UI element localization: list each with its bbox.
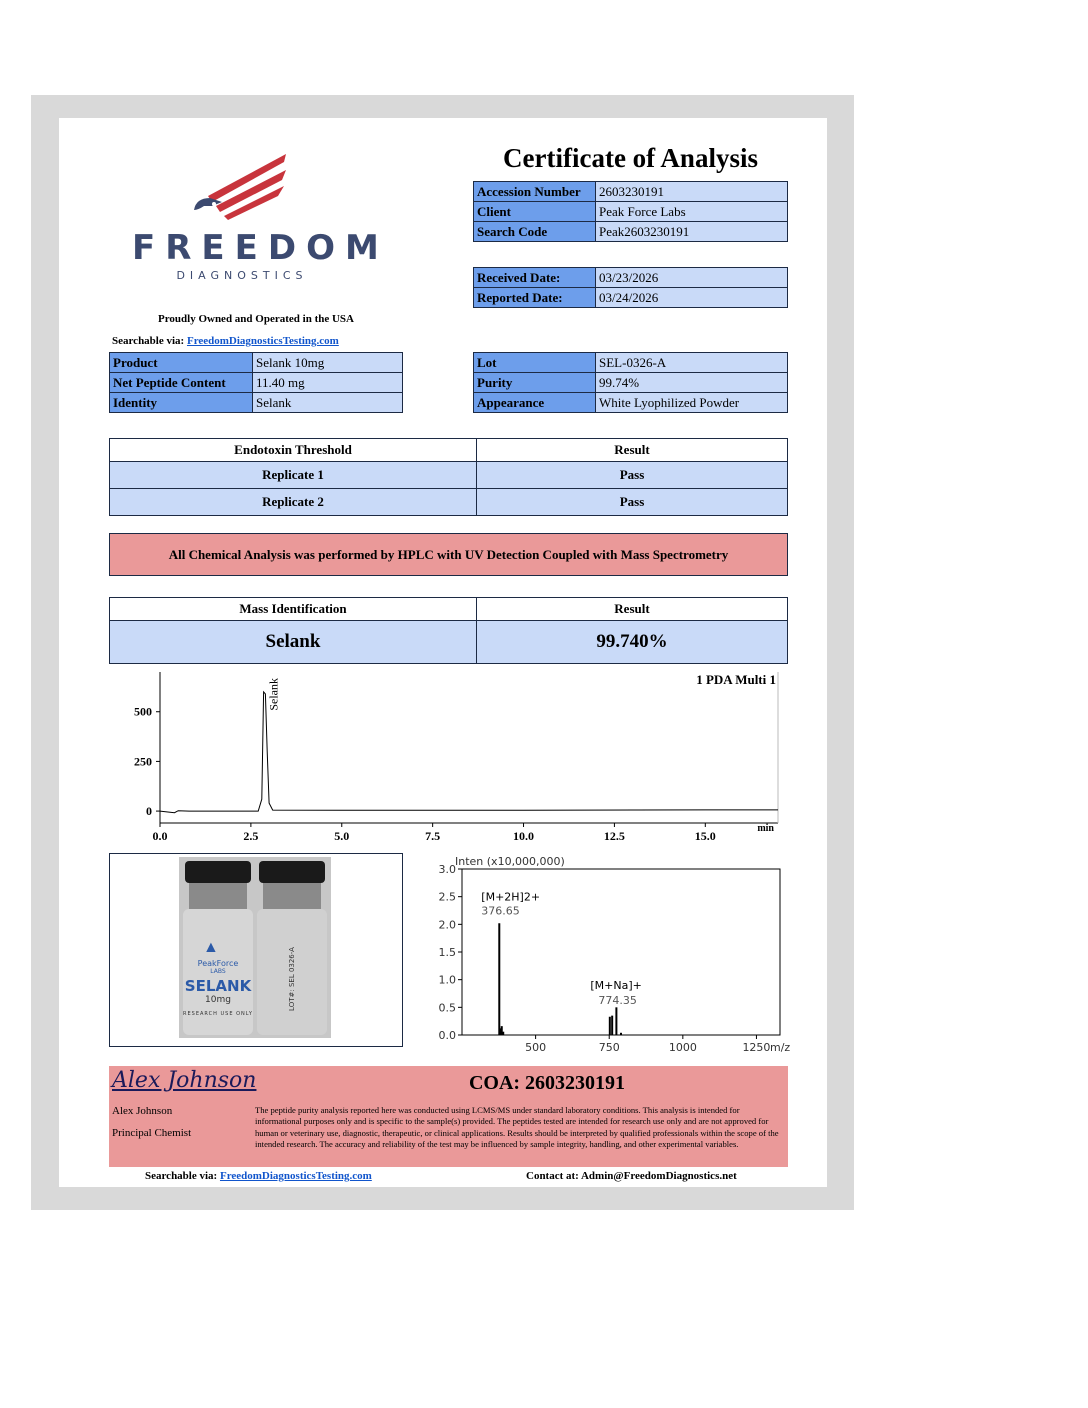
x-tick-label: 1250	[742, 1041, 771, 1054]
appearance-value: White Lyophilized Powder	[596, 393, 788, 413]
peak-annotation: [M+Na]+	[590, 979, 642, 993]
vial-dose: 10mg	[205, 995, 231, 1005]
y-tick-label: 1.5	[438, 946, 456, 959]
chromatogram-trace	[160, 692, 778, 813]
table-header	[110, 598, 788, 621]
y-tick-label: 250	[134, 754, 152, 769]
brand-logo-icon: ▲	[203, 939, 219, 956]
product-table	[109, 352, 403, 413]
table-row	[474, 288, 788, 308]
chart-title: 1 PDA Multi 1	[696, 672, 776, 687]
table-row	[474, 393, 788, 413]
x-axis-label: min	[757, 823, 774, 834]
endotoxin-header: Endotoxin Threshold	[110, 439, 477, 462]
x-tick-label: 1000	[668, 1041, 697, 1054]
replicate-result: Pass	[477, 489, 788, 516]
x-tick-label: 12.5	[603, 829, 625, 843]
replicate-label: Replicate 1	[110, 462, 477, 489]
search-code-label: Search Code	[474, 222, 596, 242]
accession-table	[473, 181, 788, 242]
y-tick-label: 1.0	[438, 973, 456, 987]
y-tick-label: 3.0	[438, 863, 456, 876]
identity-value: Selank	[253, 393, 403, 413]
reported-date-label: Reported Date:	[474, 288, 596, 308]
peak-mz-label: 376.65	[481, 904, 520, 918]
purity-value: 99.74%	[596, 373, 788, 393]
table-row	[110, 373, 403, 393]
hplc-chromatogram	[110, 668, 790, 846]
table-row	[474, 202, 788, 222]
table-row	[110, 462, 788, 489]
signature: Alex Johnson	[112, 1068, 257, 1093]
accession-value: 2603230191	[596, 182, 788, 202]
mass-id-header: Mass Identification	[110, 598, 477, 621]
x-tick-label: 750	[598, 1041, 620, 1054]
table-row	[110, 393, 403, 413]
logo-subtitle: DIAGNOSTICS	[176, 269, 308, 282]
table-header	[110, 439, 788, 462]
mass-compound: Selank	[110, 621, 477, 664]
table-row	[110, 489, 788, 516]
y-tick-label: 0	[146, 804, 152, 819]
peak-label: Selank	[266, 678, 281, 711]
searchable-label: Searchable via:	[112, 335, 185, 347]
endotoxin-table	[109, 438, 788, 516]
vial-cap	[259, 861, 325, 883]
mass-result: 99.740%	[477, 621, 788, 664]
net-peptide-label: Net Peptide Content	[110, 373, 253, 393]
received-date-label: Received Date:	[474, 268, 596, 288]
replicate-label: Replicate 2	[110, 489, 477, 516]
product-label: Product	[110, 353, 253, 373]
peak-annotation: [M+2H]2+	[481, 890, 541, 904]
y-tick-label: 500	[134, 704, 152, 719]
method-banner: All Chemical Analysis was performed by HPLC with UV Detection Coupled with Mass Spectrometry	[109, 533, 788, 576]
replicate-result: Pass	[477, 462, 788, 489]
mass-spectrum	[420, 853, 790, 1058]
chemist-name: Alex Johnson	[112, 1105, 173, 1117]
vial-research-text: RESEARCH USE ONLY	[183, 1011, 253, 1017]
chart-title: Inten (x10,000,000)	[455, 855, 565, 868]
purity-label: Purity	[474, 373, 596, 393]
footer-searchable-link[interactable]: FreedomDiagnosticsTesting.com	[219, 1170, 372, 1182]
y-tick-label: 0.0	[438, 1029, 456, 1042]
client-value: Peak Force Labs	[596, 202, 788, 222]
client-label: Client	[474, 202, 596, 222]
product-value: Selank 10mg	[253, 353, 403, 373]
table-row	[474, 268, 788, 288]
peak-mz-label: 774.35	[598, 994, 637, 1008]
searchable-header	[112, 335, 339, 347]
y-tick-label: 0.5	[438, 1001, 456, 1015]
result-header: Result	[477, 439, 788, 462]
vial-body	[183, 909, 253, 1035]
identity-label: Identity	[110, 393, 253, 413]
page-title: Certificate of Analysis	[503, 143, 758, 173]
x-tick-label: 15.0	[694, 829, 716, 843]
reported-date-value: 03/24/2026	[596, 288, 788, 308]
dates-table	[473, 267, 788, 308]
coa-number: COA: 2603230191	[468, 1072, 626, 1094]
vial-crimp	[263, 883, 321, 909]
eagle-flag-logo	[190, 152, 290, 222]
tagline: Proudly Owned and Operated in the USA	[158, 313, 354, 325]
lot-label: Lot	[474, 353, 596, 373]
y-tick-label: 2.0	[438, 918, 456, 932]
x-tick-label: 5.0	[334, 829, 350, 843]
table-row	[474, 353, 788, 373]
y-tick-label: 2.5	[438, 890, 456, 904]
table-row	[110, 621, 788, 664]
accession-label: Accession Number	[474, 182, 596, 202]
table-row	[474, 222, 788, 242]
logo-wordmark: FREEDOM	[132, 228, 389, 268]
x-axis-label: m/z	[770, 1041, 790, 1054]
x-tick-label: 2.5	[243, 829, 259, 843]
vial-crimp	[189, 883, 247, 909]
contact-email[interactable]: Contact at: Admin@FreedomDiagnostics.net	[526, 1170, 737, 1182]
vial-body	[257, 909, 327, 1035]
vial-brand-sub: LABS	[210, 968, 226, 975]
disclaimer: The peptide purity analysis reported here was conducted using LCMS/MS under standard laboratory conditions. This analysis is intended for informational purposes only and is specific to the sample(s) provided. The peptides tested are intended for research use only and are not approved for human or veterinary use, diagnostic, therapeutic, or clinical applications. Results should be interpreted by qualified professionals within the scope of the intended research. The accuracy and reliability of the test may be influenced by sample integrity, handling, and other experimental variables.	[255, 1105, 779, 1149]
vial-lot-label: LOT#: SEL 0326-A	[288, 947, 296, 1011]
search-code-value: Peak2603230191	[596, 222, 788, 242]
x-tick-label: 500	[525, 1041, 547, 1054]
vial-brand: PeakForce	[197, 959, 239, 968]
lot-value: SEL-0326-A	[596, 353, 788, 373]
appearance-label: Appearance	[474, 393, 596, 413]
table-row	[474, 373, 788, 393]
table-row	[110, 353, 403, 373]
x-tick-label: 10.0	[513, 829, 535, 843]
x-tick-label: 7.5	[425, 829, 441, 843]
footer-searchable-label: Searchable via:	[145, 1170, 218, 1182]
received-date-value: 03/23/2026	[596, 268, 788, 288]
x-tick-label: 0.0	[152, 829, 168, 843]
mass-id-table	[109, 597, 788, 664]
vial-photo	[179, 857, 331, 1038]
searchable-link[interactable]: FreedomDiagnosticsTesting.com	[186, 335, 339, 347]
mass-result-header: Result	[477, 598, 788, 621]
chemist-title: Principal Chemist	[112, 1127, 192, 1139]
table-row	[474, 182, 788, 202]
searchable-footer	[145, 1170, 372, 1182]
vial-cap	[185, 861, 251, 883]
lot-table	[473, 352, 788, 413]
net-peptide-value: 11.40 mg	[253, 373, 403, 393]
vial-product-name: SELANK	[184, 977, 252, 995]
